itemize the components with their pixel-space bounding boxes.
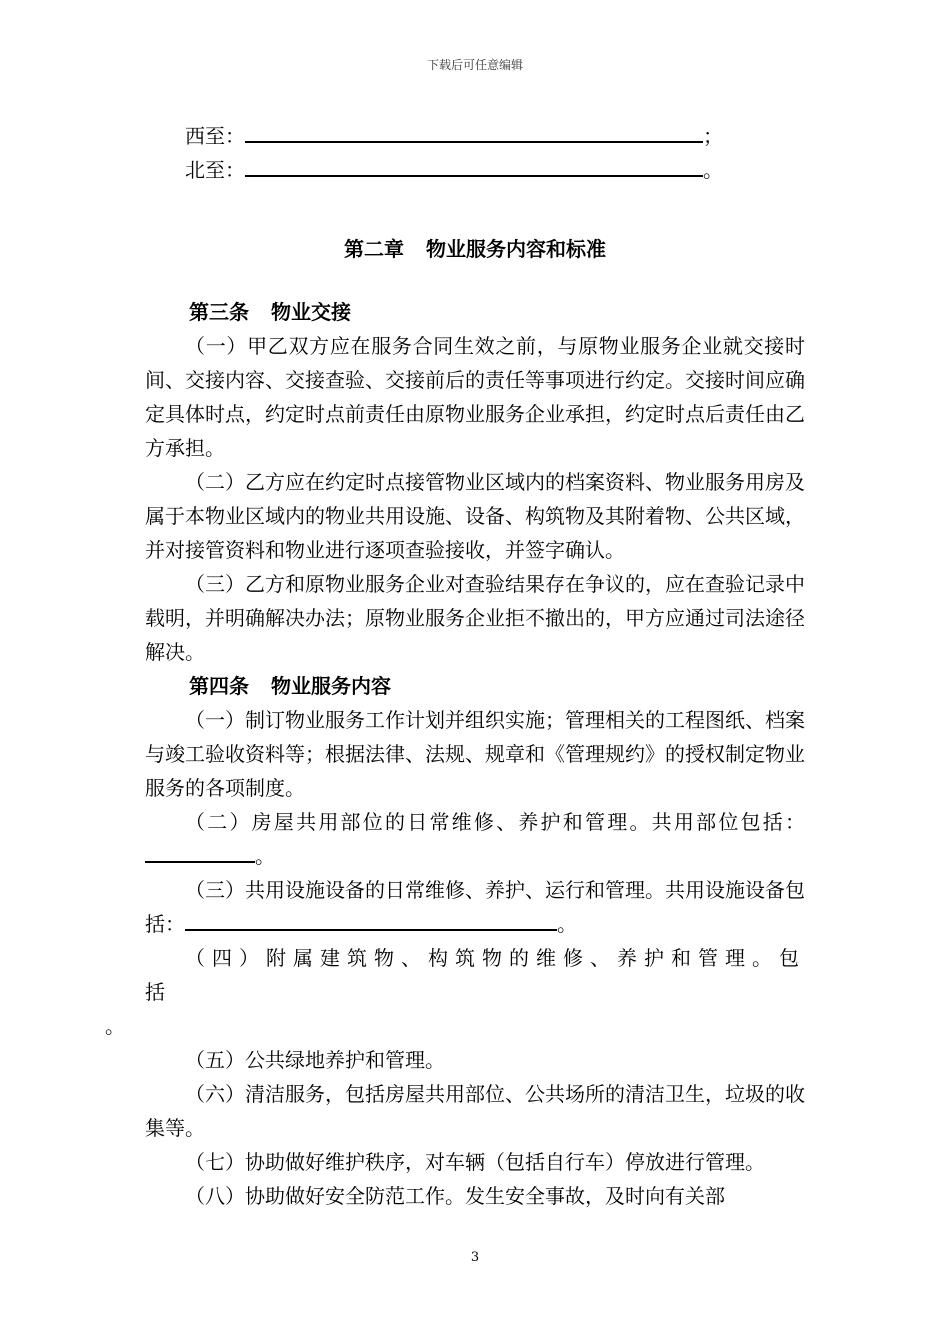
article-4-item-8: （八）协助做好安全防范工作。发生安全事故，及时向有关部	[185, 1184, 725, 1208]
chapter-heading	[145, 232, 805, 266]
article-4-item-1: （一）制订物业服务工作计划并组织实施；管理相关的工程图纸、档案与竣工验收资料等；根据法律、法规、规章和《管理规约》的授权制定物业服务的各项制度。	[145, 708, 805, 800]
boundary-north-label: 北至：	[185, 158, 245, 182]
page-header: 下载后可任意编辑	[426, 58, 523, 72]
article-4-title: 物业服务内容	[271, 674, 391, 698]
boundary-north-end: 。	[703, 158, 723, 182]
chapter-title: 物业服务内容和标准	[426, 237, 606, 261]
article-3-number: 第三条	[189, 300, 249, 324]
article-4-item-3	[145, 873, 805, 941]
boundary-west	[145, 119, 805, 153]
article-4-item-3-end: 。	[557, 912, 577, 936]
article-4-item-2-end: 。	[255, 844, 275, 868]
article-4-heading	[145, 669, 805, 703]
boundary-west-end: ；	[703, 124, 723, 148]
document-body	[105, 119, 805, 1213]
article-3-title: 物业交接	[271, 300, 351, 324]
boundary-north-blank	[245, 153, 703, 177]
article-4-item-4-text: （四）附属建筑物、构筑物的维修、养护和管理。包括	[145, 946, 805, 1004]
article-4-item-3-text: （三）共用设施设备的日常维修、养护、运行和管理。共用设施设备包括：	[145, 878, 805, 936]
article-4-number: 第四条	[189, 674, 249, 698]
article-4-item-2-text: （二）房屋共用部位的日常维修、养护和管理。共用部位包括：	[185, 810, 805, 834]
article-3-item-1: （一）甲乙双方应在服务合同生效之前，与原物业服务企业就交接时间、交接内容、交接查验、交接前后的责任等事项进行约定。交接时间应确定具体时点，约定时点前责任由原物业服务企业承担，约定时点后责任由乙方承担。	[145, 334, 805, 460]
article-3-item-3: （三）乙方和原物业服务企业对查验结果存在争议的，应在查验记录中载明，并明确解决办法；原物业服务企业拒不撤出的，甲方应通过司法途径解决。	[145, 572, 805, 664]
article-4-item-6: （六）清洁服务，包括房屋共用部位、公共场所的清洁卫生，垃圾的收集等。	[145, 1082, 805, 1140]
boundary-north	[145, 153, 805, 187]
page-number: 3	[470, 1250, 480, 1265]
article-4-item-2	[145, 805, 805, 873]
article-4-item-4	[105, 941, 805, 1043]
article-4-item-4-end: 。	[105, 1014, 125, 1038]
article-4-item-5: （五）公共绿地养护和管理。	[185, 1048, 445, 1072]
article-4-item-3-blank	[185, 907, 557, 931]
chapter-number: 第二章	[344, 237, 404, 261]
boundary-west-label: 西至：	[185, 124, 245, 148]
article-3-item-2: （二）乙方应在约定时点接管物业区域内的档案资料、物业服务用房及属于本物业区域内的物业共用设施、设备、构筑物及其附着物、公共区域，并对接管资料和物业进行逐项查验接收，并签字确认。	[145, 470, 805, 562]
article-4-item-7: （七）协助做好维护秩序，对车辆（包括自行车）停放进行管理。	[185, 1150, 765, 1174]
article-4-item-2-blank	[145, 839, 255, 863]
article-3-heading	[145, 295, 805, 329]
boundary-west-blank	[245, 119, 703, 143]
